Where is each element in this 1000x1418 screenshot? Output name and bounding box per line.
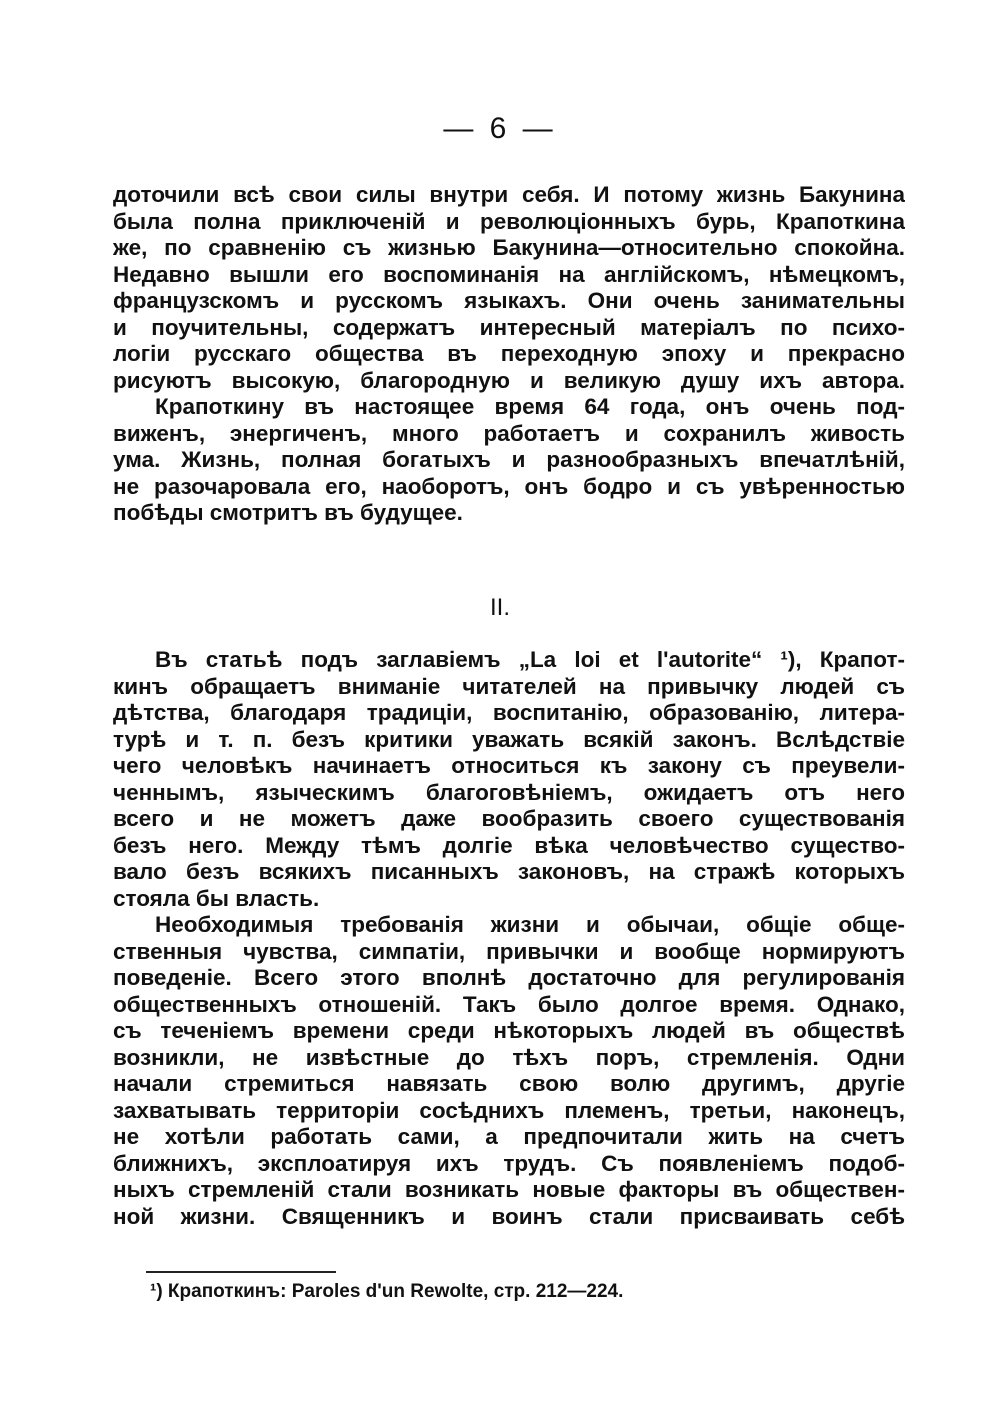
text-line: логіи русскаго общества въ переходную эпоху и прекрасно [113,341,905,366]
text-line: виженъ, энергиченъ, много работаетъ и сохранилъ живость [113,420,905,446]
text-line: рисуютъ высокую, благородную и великую душу ихъ автора. [113,367,905,393]
text-line: доточили всѣ свои силы внутри себя. И потому жизнь Бакунина [113,182,905,207]
text-line: общественныхъ отношеній. Такъ было долгое время. Однако, [113,991,905,1017]
text-line: ныхъ стремленій стали возникать новые факторы въ обществен- [113,1177,905,1202]
text-line: дѣтства, благодаря традиціи, воспитанію, образованію, литера- [113,700,905,725]
section-heading: II. [489,594,510,621]
text-line: ближнихъ, эксплоатируя ихъ трудъ. Съ появленіемъ подоб- [113,1150,905,1176]
text-line: Въ статьѣ подъ заглавіемъ „La loi et l'autorite“ ¹), Крапот- [155,647,905,672]
text-block-bottom [113,647,905,1230]
text-line: и поучительны, содержатъ интересный матеріалъ по психо- [113,314,905,340]
text-line: французскомъ и русскомъ языкахъ. Они очень занимательны [113,288,905,313]
text-line: ной жизни. Священникъ и воинъ стали присваивать себѣ [113,1203,905,1229]
text-line: не хотѣли работать сами, а предпочитали жить на счетъ [113,1124,905,1149]
text-line: стояла бы власть. [113,885,320,911]
text-line: поведеніе. Всего этого вполнѣ достаточно для регулированія [113,965,905,990]
text-line: всего и не можетъ даже вообразить своего существованія [113,806,905,831]
text-line: начали стремиться навязать свою волю другимъ, другіе [113,1071,905,1096]
text-line: побѣды смотритъ въ будущее. [113,500,463,525]
page-number: — 6 — [443,112,557,145]
text-line: Необходимыя требованія жизни и обычаи, общіе обще- [155,912,905,937]
text-line: вало безъ всякихъ писанныхъ законовъ, на стражѣ которыхъ [113,859,905,884]
text-line: Недавно вышли его воспоминанія на англійскомъ, нѣмецкомъ, [113,261,905,287]
text-line: была полна приключеній и революціонныхъ бурь, Крапоткина [113,208,905,234]
text-line: же, по сравненію съ жизнью Бакунина—относительно спокойна. [113,235,905,260]
text-line: захватывать территоріи сосѣднихъ племенъ, третьи, наконецъ, [113,1097,905,1123]
text-block-top [113,182,905,527]
text-line: ственныя чувства, симпатіи, привычки и вообще нормируютъ [113,938,905,964]
text-line: ума. Жизнь, полная богатыхъ и разнообразныхъ впечатлѣній, [113,447,905,472]
text-line: не разочаровала его, наоборотъ, онъ бодро и съ увѣренностью [113,473,905,499]
text-line: ченнымъ, языческимъ благоговѣніемъ, ожидаетъ отъ него [113,779,905,805]
text-line: Крапоткину въ настоящее время 64 года, онъ очень под- [155,394,905,419]
text-line: съ теченіемъ времени среди нѣкоторыхъ людей въ обществѣ [113,1018,905,1043]
text-line: чего человѣкъ начинаетъ относиться къ закону съ преувели- [113,753,905,778]
footnote-divider [146,1271,336,1273]
text-line: кинъ обращаетъ вниманіе читателей на привычку людей съ [113,673,905,699]
text-line: турѣ и т. п. безъ критики уважать всякій законъ. Вслѣдствіе [113,726,905,752]
text-line: возникли, не извѣстные до тѣхъ поръ, стремленія. Одни [113,1044,905,1070]
text-line: безъ него. Между тѣмъ долгіе вѣка человѣчество существо- [113,832,905,858]
footnote: ¹) Крапоткинъ: Paroles d'un Rewolte, стр. 212—224. [150,1281,624,1302]
